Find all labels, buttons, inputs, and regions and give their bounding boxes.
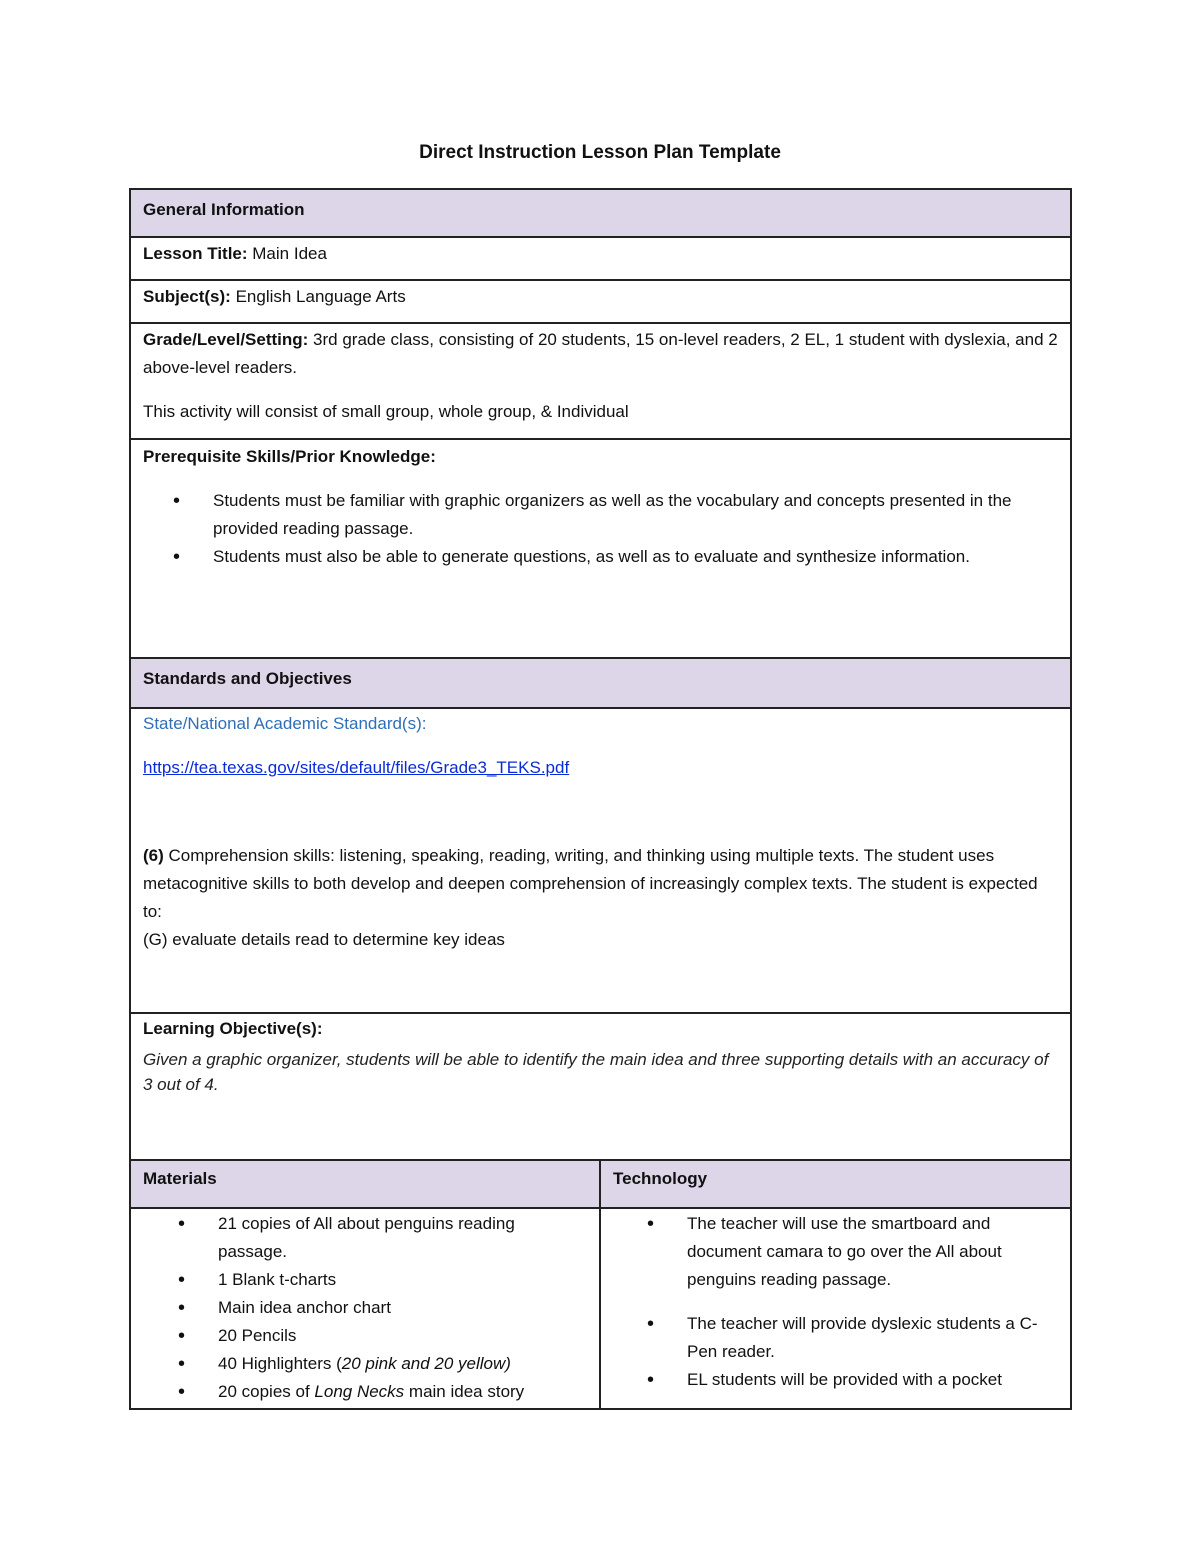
objective-cell	[130, 1013, 1071, 1160]
list-item: • Students must be familiar with graphic organizers as well as the vocabulary and concepts presented in the provided reading passage.	[213, 487, 1058, 543]
standards-cell	[130, 708, 1071, 1013]
story-prefix: 20 copies of	[218, 1382, 315, 1401]
grade-cell	[130, 323, 1071, 439]
list-item	[218, 1378, 587, 1406]
lesson-title-label: Lesson Title:	[143, 244, 248, 263]
list-item: • The teacher will provide dyslexic students a C-Pen reader.	[687, 1310, 1058, 1366]
list-item: • 20 Pencils	[218, 1322, 587, 1350]
grade-value: 3rd grade class, consisting of 20 students, 15 on-level readers, 2 EL, 1 student with dyslexia, and 2 above-level readers.	[143, 330, 1058, 377]
section-header-standards: Standards and Objectives	[130, 658, 1071, 708]
list-item: • 1 Blank t-charts	[218, 1266, 587, 1294]
story-title: Long Necks	[314, 1382, 405, 1401]
materials-tech-row	[130, 1208, 1071, 1409]
list-item: • The teacher will use the smartboard and document camara to go over the All about penguins reading passage.	[687, 1210, 1058, 1294]
lesson-title-row	[130, 237, 1071, 280]
subjects-cell	[130, 280, 1071, 323]
lesson-title-value: Main Idea	[247, 244, 327, 263]
prereq-list	[143, 487, 1058, 571]
materials-cell	[130, 1208, 600, 1409]
objective-row	[130, 1013, 1071, 1160]
general-information-header-row	[130, 189, 1071, 237]
standards-row	[130, 708, 1071, 1013]
list-item	[218, 1350, 587, 1378]
objective-text: Given a graphic organizer, students will be able to identify the main idea and three supporting details with an accuracy of 3 out of 4.	[143, 1050, 1049, 1094]
grade-row	[130, 323, 1071, 439]
list-item: • Students must also be able to generate questions, as well as to evaluate and synthesize information.	[213, 543, 1058, 571]
highlighters-prefix: 40 Highlighters (	[218, 1354, 342, 1373]
subjects-value: English Language Arts	[230, 287, 406, 306]
section-header-technology: Technology	[600, 1160, 1071, 1208]
list-item: • Main idea anchor chart	[218, 1294, 587, 1322]
technology-cell	[600, 1208, 1071, 1409]
grade-paragraph	[143, 326, 1058, 382]
highlighters-italic: 20 pink and 20 yellow)	[341, 1354, 511, 1373]
standard-text: Comprehension skills: listening, speaking, reading, writing, and thinking using multiple texts. The student uses metacognitive skills to both develop and deepen comprehension of increasingly complex texts. The student is expected to:	[143, 846, 1038, 921]
story-suffix: main idea story	[404, 1382, 525, 1401]
standard-paragraph	[143, 842, 1058, 926]
lesson-plan-table	[129, 188, 1072, 1410]
materials-list	[143, 1210, 587, 1406]
prereq-cell	[130, 439, 1071, 658]
activity-note: This activity will consist of small group, whole group, & Individual	[143, 402, 629, 421]
objective-label: Learning Objective(s):	[143, 1019, 323, 1038]
lesson-title-cell	[130, 237, 1071, 280]
section-header-materials: Materials	[130, 1160, 600, 1208]
section-header-general: General Information	[130, 189, 1071, 237]
page-title: Direct Instruction Lesson Plan Template	[419, 142, 781, 163]
list-item: • EL students will be provided with a pocket	[687, 1366, 1058, 1394]
standards-header-row	[130, 658, 1071, 708]
materials-tech-header-row	[130, 1160, 1071, 1208]
subjects-label: Subject(s):	[143, 287, 231, 306]
standard-sub: (G) evaluate details read to determine key ideas	[143, 930, 505, 949]
technology-list	[613, 1210, 1058, 1394]
prereq-label: Prerequisite Skills/Prior Knowledge:	[143, 447, 436, 466]
standard-label: State/National Academic Standard(s):	[143, 714, 427, 733]
prereq-row	[130, 439, 1071, 658]
grade-label: Grade/Level/Setting:	[143, 330, 309, 349]
subjects-row	[130, 280, 1071, 323]
list-item: • 21 copies of All about penguins reading passage.	[218, 1210, 587, 1266]
standard-number: (6)	[143, 846, 164, 865]
standard-link[interactable]: https://tea.texas.gov/sites/default/files/Grade3_TEKS.pdf	[143, 758, 570, 777]
